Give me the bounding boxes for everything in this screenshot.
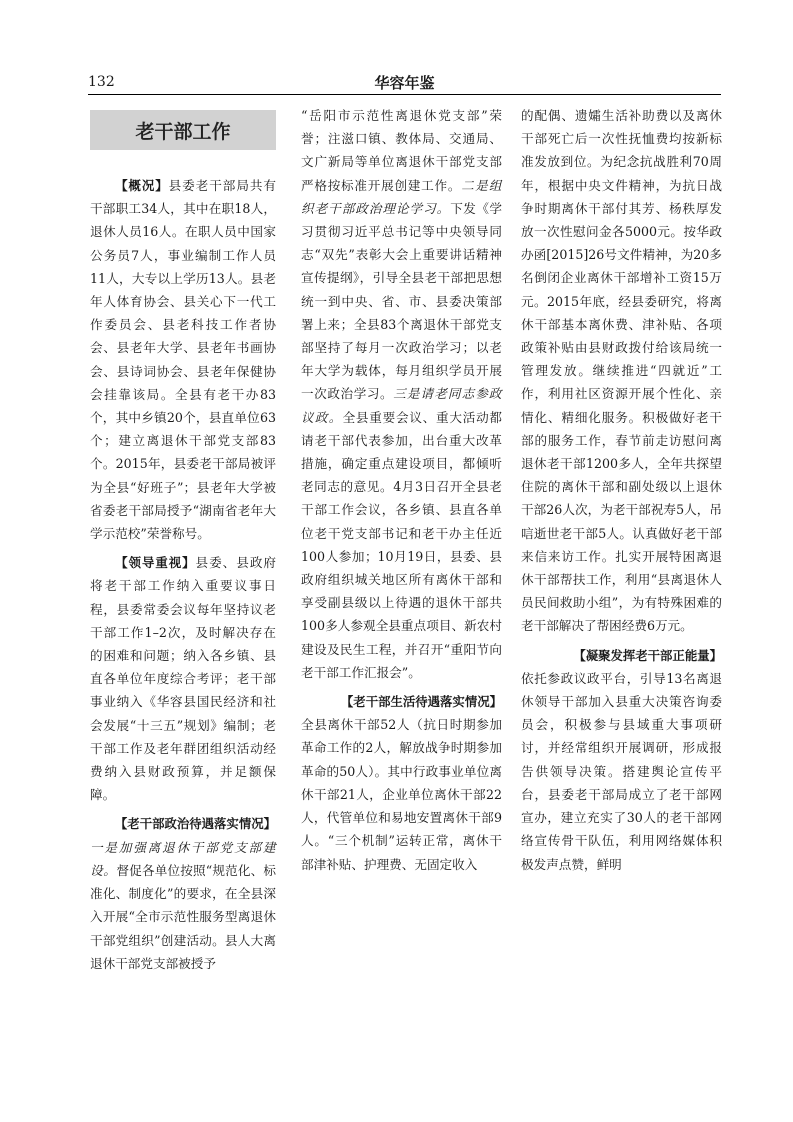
column-1 — [90, 174, 276, 975]
section-title: 老干部工作 — [90, 110, 276, 150]
heading-leadership: 【领导重视】 — [115, 555, 196, 571]
paragraph-political-treatment — [90, 836, 276, 975]
column-2 — [301, 104, 502, 876]
text-political-cont-c: 全县重要会议、重大活动都请老干部代表参加，出台重大改革措施，确定重点建设项目，都倾听老同志的意见。4月3日召开全县老干部工作会议，各乡镇、县直各单位老干党支部书记和老干办主任近100人参加；10月19日，县委、县政府组织城关地区所有离休干部和享受副县级以上待遇的退休干部共100多人参观全县重点项目、新农村建设及民生工程，并召开“重阳节向老干部工作汇报会”。 — [301, 409, 503, 680]
text-leadership: 县委、县政府将老干部工作纳入重要议事日程，县委常委会议每年坚持议老干部工作1–2次，及时解决存在的困难和问题；纳入各乡镇、县直各单位年度综合考评；老干部事业纳入《华容县国民经济和社会发展“十三五”规划》编制；老干部工作及老年群团组织活动经费纳入县财政预算，并足额保障。 — [90, 555, 277, 803]
heading-living-treatment: 【老干部生活待遇落实情况】 — [340, 694, 502, 710]
running-title: 华容年鉴 — [374, 74, 435, 92]
text-overview: 县委老干部局共有干部职工34人，其中在职18人，退休人员16人。在职人员中国家公务员7人，事业编制工作人员11人，大专以上学历13人。县老年人体育协会、县关心下一代工作委员会、县老科技工作者协会、县老年大学、县老年书画协会、县诗词协会、县老年保健协会挂靠该局。全县有老干办83个，其中乡镇20个，县直单位63个；建立离退休干部党支部83个。2015年，县委老干部局被评为全县“好班子”；县老年大学被省委老干部局授予“湖南省老年大学示范校”荣誉称号。 — [90, 178, 277, 542]
paragraph-positive-energy: 依托参政议政平台，引导13名离退休领导干部加入县重大决策咨询委员会，积极参与县域重大事项研讨，并经常组织开展调研，形成报告供领导决策。搭建舆论宣传平台，县委老干部局成立了老干部网宣办，建立充实了30人的老干部网络宣传骨干队伍，利用网络媒体积极发声点赞，鲜明 — [521, 670, 722, 872]
italic-point-1: 一是加强离退休干部党支部建设。 — [90, 839, 276, 878]
page-number: 132 — [88, 74, 115, 90]
italic-point-3: 三是请老同志参政议政。 — [301, 386, 502, 425]
paragraph-political-continued — [301, 104, 502, 684]
heading-political-treatment: 【老干部政治待遇落实情况】 — [114, 816, 276, 832]
paragraph-living-treatment: 全县离休干部52人（抗日时期参加革命工作的2人，解放战争时期参加革命的50人）。其中行政事业单位离休干部21人，企业单位离休干部22人，代管单位和易地安置离休干部9人。“三个机制”运转正常，离休干部津补贴、护理费、无固定收入 — [301, 717, 502, 872]
header-rule — [88, 94, 721, 95]
paragraph-living-continued: 的配偶、遗孀生活补助费以及离休干部死亡后一次性抚恤费均按新标准发放到位。为纪念抗战胜利70周年，根据中央文件精神，为抗日战争时期离休干部付其芳、杨秩厚发放一次性慰问金各5000元。按华政办函[2015]26号文件精神，为20多名倒闭企业离休干部增补工资15万元。2015年底，经县委研究，将离休干部基本离休费、津补贴、各项政策补贴由县财政拨付给该局统一管理发放。继续推进“四就近”工作，利用社区资源开展个性化、亲情化、精细化服务。积极做好老干部的服务工作，春节前走访慰问离退休老干部1200多人，全年共探望住院的离休干部和副处级以上退休干部26人次，为老干部祝寿5人，吊唁逝世老干部5人。认真做好老干部来信来访工作。扎实开展特困离退休干部帮扶工作，利用“县离退休人员民间救助小组”，为有特殊困难的老干部解决了帮困经费6万元。 — [521, 108, 722, 634]
heading-overview: 【概况】 — [115, 178, 169, 193]
paragraph-leadership — [90, 551, 276, 806]
text-political-cont-a: “岳阳市示范性离退休党支部”荣誉；注滋口镇、教体局、交通局、文广新局等单位离退休干部党支部严格按标准开展创建工作。 — [301, 108, 502, 193]
italic-point-2: 二是组织老干部政治理论学习。 — [301, 177, 503, 216]
page-header — [88, 72, 721, 94]
column-3 — [521, 104, 722, 876]
text-political-cont-b: 下发《学习贯彻习近平总书记等中央领导同志“双先”表彰大会上重要讲话精神宣传提纲》，引导全县老干部把思想统一到中央、省、市、县委决策部署上来；全县83个离退休干部党支部坚持了每月一次政治学习；以老年大学为载体，每月组织学员开展一次政治学习。 — [301, 200, 503, 402]
heading-positive-energy: 【凝聚发挥老干部正能量】 — [573, 647, 722, 663]
paragraph-overview — [90, 174, 276, 545]
text-political-treatment: 督促各单位按照“规范化、标准化、制度化”的要求，在全县深入开展“全市示范性服务型离退休干部党组织”创建活动。县人大离退休干部党支部被授予 — [90, 862, 276, 971]
